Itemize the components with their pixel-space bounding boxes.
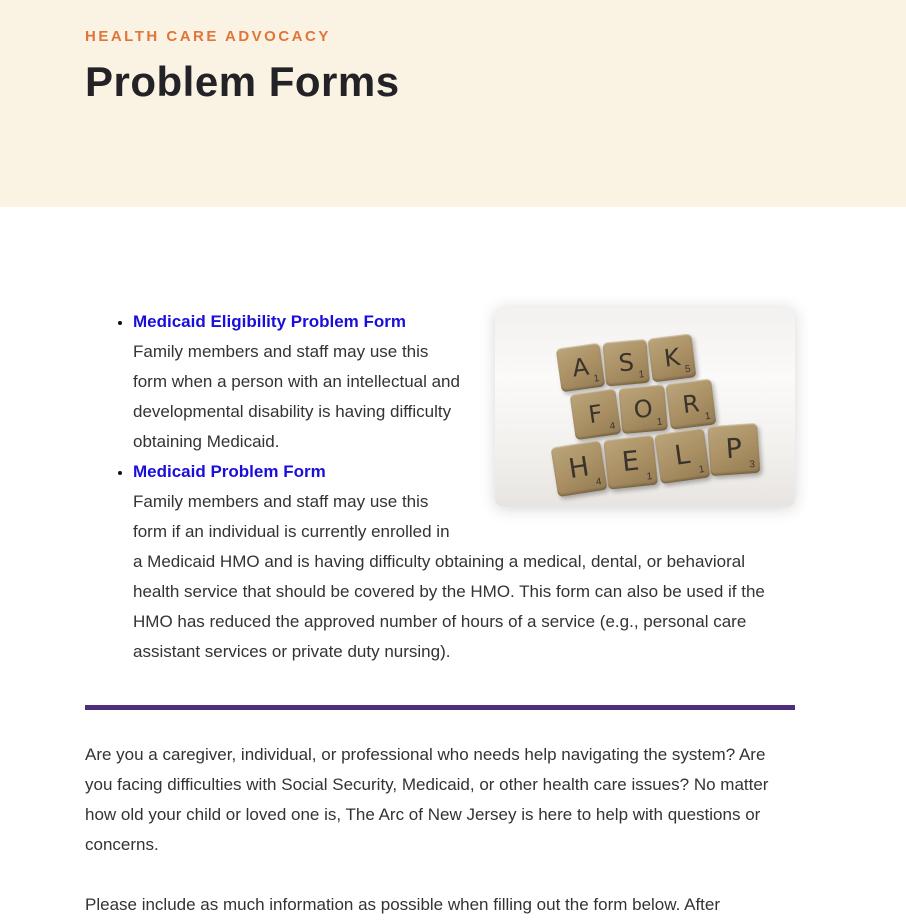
scrabble-tile-k: K 5 — [647, 333, 696, 382]
scrabble-tile-a: A 1 — [556, 343, 606, 393]
scrabble-tile-e: E 1 — [603, 435, 658, 490]
scrabble-tile-f: F 4 — [570, 388, 622, 440]
scrabble-tiles-board — [495, 307, 795, 507]
main-content — [85, 307, 795, 920]
page-header — [0, 0, 906, 207]
scrabble-tile-h: H 4 — [550, 440, 607, 497]
section-eyebrow: HEALTH CARE ADVOCACY — [85, 28, 331, 45]
scrabble-tile-l: L 1 — [654, 428, 710, 484]
scrabble-tile-s: S 1 — [602, 339, 650, 387]
instructions-paragraph: Please include as much information as possible when filling out the form below. After — [85, 895, 721, 914]
intro-paragraph: Are you a caregiver, individual, or professional who needs help navigating the system? Are you facing difficulties with Social Security, Medicaid, or other health care issues? No matter how old your child or loved one is, The Arc of New Jersey is here to help with questions or concerns. — [85, 745, 769, 854]
ask-for-help-photo — [495, 307, 795, 507]
medicaid-problem-form-link[interactable]: Medicaid Problem Form — [133, 462, 326, 481]
medicaid-problem-form-description: Family members and staff may use this form if an individual is currently enrolled in a Medicaid HMO and is having difficulty obtaining a medical, dental, or behavioral health service that should be covered by the HMO. This form can also be used if the HMO has reduced the approved number of hours of a service (e.g., personal care assistant services or private duty nursing). — [133, 492, 765, 661]
page-title: Problem Forms — [85, 58, 400, 105]
section-divider — [85, 705, 795, 710]
medicaid-eligibility-form-description: Family members and staff may use this form when a person with an intellectual and developmental disability is having difficulty obtaining Medicaid. — [133, 342, 460, 451]
medicaid-eligibility-problem-form-link[interactable]: Medicaid Eligibility Problem Form — [133, 312, 406, 331]
scrabble-tile-r: R 1 — [665, 379, 716, 430]
scrabble-tile-p: P 3 — [707, 423, 760, 476]
scrabble-tile-o: O 1 — [618, 384, 668, 434]
